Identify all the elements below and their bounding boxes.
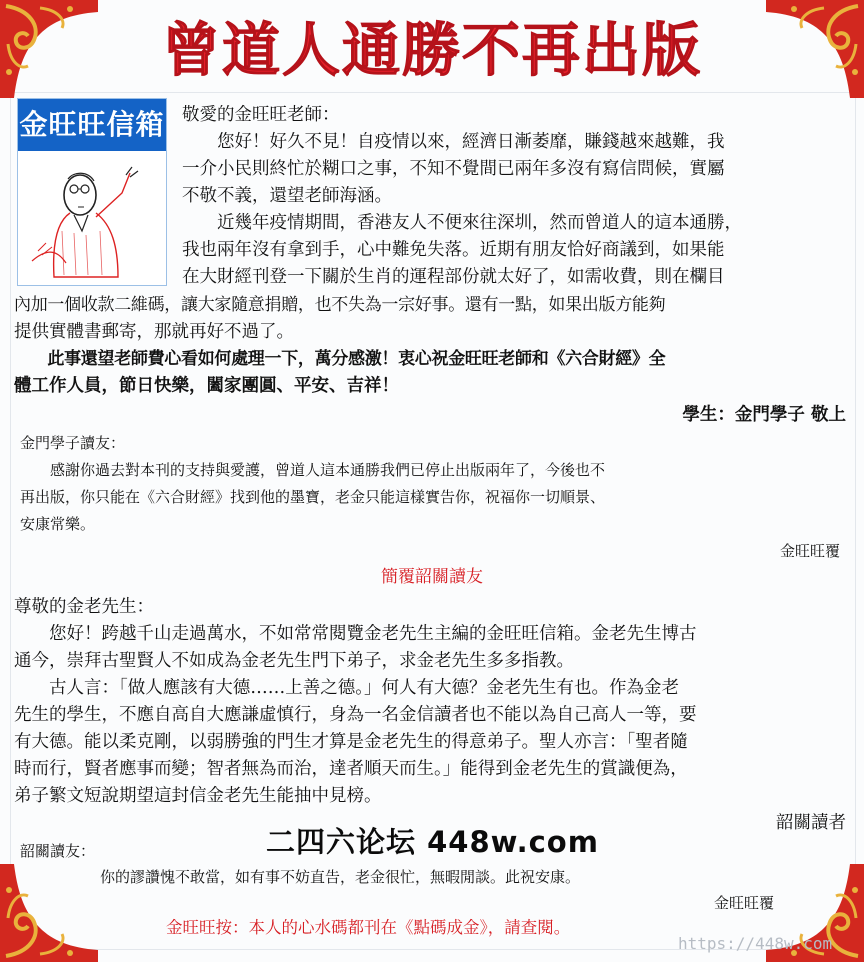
letter-line: 古人言：「做人應該有大德……上善之德。」何人有大德？金老先生有也。作為金老 bbox=[14, 678, 679, 698]
letter-signature: 韶關讀者 bbox=[776, 813, 846, 833]
reply-signature: 金旺旺覆 bbox=[779, 542, 840, 560]
letter-line: 通今，崇拜古聖賢人不如成為金老先生門下弟子，求金老先生多多指教。 bbox=[14, 651, 574, 671]
reply-salutation: 金門學子讀友： bbox=[20, 434, 126, 452]
letter-salutation: 敬愛的金旺旺老師： bbox=[182, 105, 340, 125]
letter-line: 您好！跨越千山走過萬水，不如常常閱覽金老先生主編的金旺旺信箱。金老先生博古 bbox=[14, 624, 697, 644]
letter-line: 弟子繁文短說期望這封信金老先生能抽中見榜。 bbox=[14, 786, 382, 806]
letter-line: 體工作人員，節日快樂，闔家團圓、平安、吉祥！ bbox=[14, 376, 399, 396]
reply-line: 再出版，你只能在《六合財經》找到他的墨寶，老金只能這樣實告你，祝福你一切順景、 bbox=[20, 488, 606, 506]
reply-line: 你的謬讚愧不敢當，如有事不妨直告，老金很忙，無暇閒談。此祝安康。 bbox=[100, 868, 581, 886]
letter-line: 先生的學生，不應自高自大應謙虛慎行，身為一名金信讀者也不能以為自己高人一等，要 bbox=[14, 705, 697, 725]
column-badge-label: 金旺旺信箱 bbox=[18, 99, 166, 151]
letter-line: 時而行，賢者應事而變；智者無為而治，達者順天而生。」能得到金老先生的賞識便為， bbox=[14, 759, 688, 779]
letter-line: 您好！好久不見！自疫情以來，經濟日漸萎靡，賺錢越來越難，我 bbox=[182, 132, 725, 152]
letter-line: 不敬不義，還望老師海涵。 bbox=[182, 186, 392, 206]
site-watermark: 二四六论坛 448w.com bbox=[266, 825, 599, 859]
editor-note: 金旺旺按：本人的心水碼都刊在《點碼成金》，請查閱。 bbox=[166, 918, 571, 937]
reply-signature: 金旺旺覆 bbox=[713, 894, 774, 912]
reply-salutation: 韶關讀友： bbox=[20, 842, 96, 860]
reply-line: 感謝你過去對本刊的支持與愛護，曾道人這本通勝我們已停止出版兩年了，今後也不 bbox=[20, 461, 606, 479]
letter-line: 我也兩年沒有拿到手，心中難免失落。近期有朋友恰好商議到，如果能 bbox=[182, 240, 725, 260]
letter-line: 內加一個收款二維碼，讓大家隨意捐贈，也不失為一宗好事。還有一點，如果出版方能夠 bbox=[14, 295, 666, 315]
letter-line: 有大德。能以柔克剛，以弱勝強的門生才算是金老先生的得意弟子。聖人亦言：「聖者隨 bbox=[14, 732, 688, 752]
url-watermark: https://448w.com bbox=[678, 934, 833, 953]
letter-line: 近幾年疫情期間，香港友人不便來往深圳，然而曾道人的這本通勝， bbox=[182, 213, 742, 233]
letter-signature: 學生：金門學子 敬上 bbox=[682, 405, 846, 425]
letter-line: 在大財經刊登一下關於生肖的運程部份就太好了，如需收費，則在欄目 bbox=[182, 267, 725, 287]
letter-line: 此事還望老師費心看如何處理一下，萬分感激！衷心祝金旺旺老師和《六合財經》全 bbox=[14, 349, 666, 369]
reply-line: 安康常樂。 bbox=[20, 515, 96, 533]
page-title: 曾道人通勝不再出版 bbox=[161, 16, 702, 84]
corner-ornament-icon bbox=[0, 0, 98, 98]
column-badge bbox=[17, 98, 167, 286]
professor-cartoon-icon bbox=[18, 151, 164, 283]
letter-line: 提供實體書郵寄，那就再好不過了。 bbox=[14, 322, 294, 342]
letter-salutation: 尊敬的金老先生： bbox=[14, 597, 154, 617]
letter-line: 一介小民則終忙於糊口之事，不知不覺間已兩年多沒有寫信問候，實屬 bbox=[182, 159, 725, 179]
corner-ornament-icon bbox=[766, 0, 864, 98]
corner-ornament-icon bbox=[0, 864, 98, 962]
section-heading: 簡覆韶關讀友 bbox=[381, 567, 483, 587]
